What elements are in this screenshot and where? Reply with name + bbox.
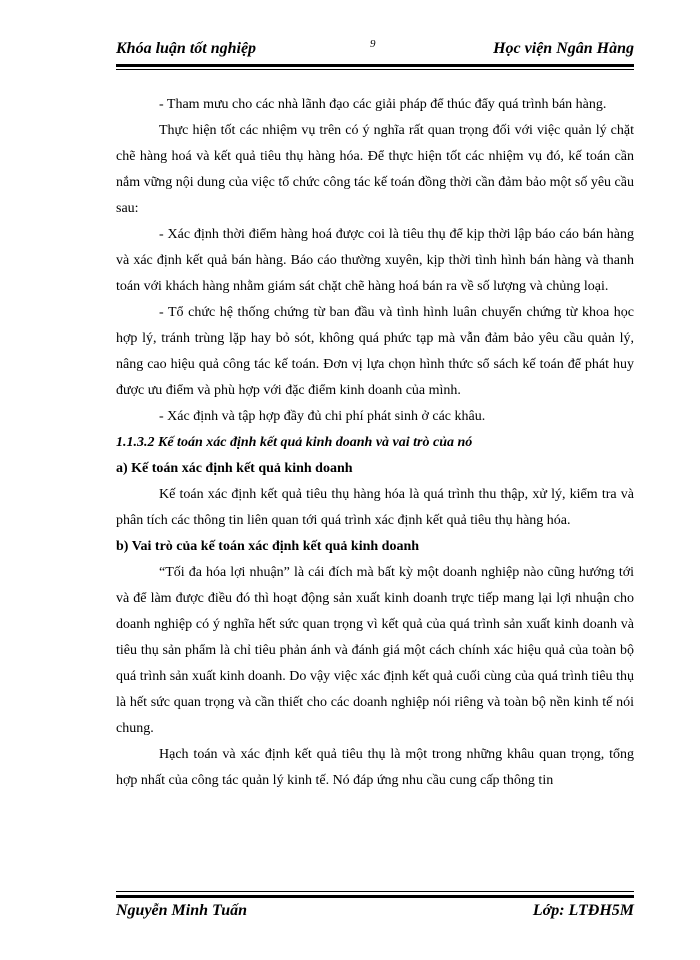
subsection-heading-b: b) Vai trò của kế toán xác định kết quả kinh doanh [116, 539, 420, 554]
footer-rule-thin [116, 891, 634, 892]
header-institution: Học viện Ngân Hàng [493, 40, 634, 57]
footer-class: Lớp: LTĐH5M [532, 902, 634, 919]
header-rule-thick [116, 64, 634, 67]
page-body [116, 92, 634, 794]
paragraph-sales-timing: - Xác định thời điểm hàng hoá được coi là tiêu thụ để kịp thời lập báo cáo bán hàng và xác định kết quả bán hàng. Báo cáo thường xuyên, kịp thời tình hình bán hàng và thanh toán với khách hàng nhằm giám sát chặt chẽ hàng hoá bán ra về số lượng và chủng loại. [116, 227, 634, 294]
footer-rule-thick [116, 895, 634, 898]
paragraph-requirements-intro: Thực hiện tốt các nhiệm vụ trên có ý nghĩa rất quan trọng đối với việc quản lý chặt chẽ hàng hoá và kết quả tiêu thụ hàng hóa. Để thực hiện tốt các nhiệm vụ đó, kế toán cần nắm vững nội dung của việc tổ chức công tác kế toán đồng thời cần đảm bảo một số yêu cầu sau: [116, 123, 634, 216]
header-thesis-title: Khóa luận tốt nghiệp [116, 40, 257, 57]
paragraph-document-system: - Tổ chức hệ thống chứng từ ban đầu và tình hình luân chuyển chứng từ khoa học hợp lý, tránh trùng lặp hay bỏ sót, không quá phức tạp mà vẫn đảm bảo yêu cầu quản lý, nâng cao hiệu quả công tác kế toán. Đơn vị lựa chọn hình thức sổ sách kế toán để phát huy được ưu điểm và phù hợp với đặc điểm kinh doanh của mình. [116, 305, 634, 398]
paragraph-advise: - Tham mưu cho các nhà lãnh đạo các giải pháp để thúc đẩy quá trình bán hàng. [159, 97, 607, 112]
paragraph-accounting-role: Hạch toán và xác định kết quả tiêu thụ là một trong những khâu quan trọng, tổng hợp nhất của công tác quản lý kinh tế. Nó đáp ứng nhu cầu cung cấp thông tin [116, 747, 634, 788]
header-rule-thin [116, 69, 634, 70]
footer-author: Nguyễn Minh Tuấn [116, 902, 247, 919]
paragraph-profit: “Tối đa hóa lợi nhuận” là cái đích mà bất kỳ một doanh nghiệp nào cũng hướng tới và để làm được điều đó thì hoạt động sản xuất kinh doanh trực tiếp mang lại lợi nhuận cho doanh nghiệp có ý nghĩa hết sức quan trọng vì kết quả của quá trình sản xuất kinh doanh và tiêu thụ sản phẩm là chỉ tiêu phản ánh và đánh giá một cách chính xác hiệu quả của toàn bộ quá trình sản xuất kinh doanh. Do vậy việc xác định kết quả cuối cùng của quá trình tiêu thụ là hết sức quan trọng và cần thiết cho các doanh nghiệp nói riêng và toàn bộ nền kinh tế nói chung. [116, 565, 634, 736]
page-number: 9 [370, 38, 376, 50]
paragraph-costs: - Xác định và tập hợp đầy đủ chi phí phát sinh ở các khâu. [159, 409, 486, 424]
subsection-heading-a: a) Kế toán xác định kết quả kinh doanh [116, 461, 353, 476]
page-header [116, 40, 634, 66]
paragraph-definition: Kế toán xác định kết quả tiêu thụ hàng hóa là quá trình thu thập, xử lý, kiểm tra và phân tích các thông tin liên quan tới quá trình xác định kết quả tiêu thụ hàng hóa. [116, 487, 634, 528]
section-heading-1-1-3-2: 1.1.3.2 Kế toán xác định kết quả kinh doanh và vai trò của nó [116, 435, 473, 450]
